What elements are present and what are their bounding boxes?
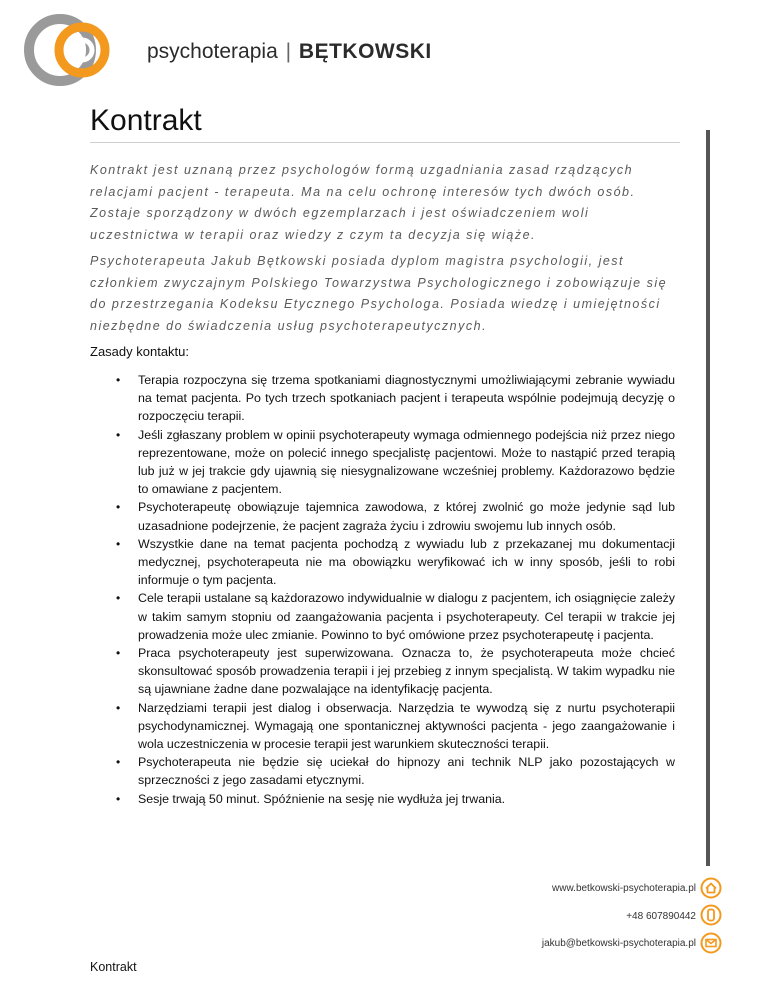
rule-item: • Sesje trwają 50 minut. Spóźnienie na sesję nie wydłuża jej trwania.	[138, 790, 675, 808]
rule-item: • Narzędziami terapii jest dialog i obserwacja. Narzędzia te wywodzą się z nurtu psychoterapii psychodynamicznej. Wymagają one spontanicznej aktywności pacjenta - jego zaangażowanie i wola uczestniczenia w procesie terapii jest warunkiem skuteczności terapii.	[138, 699, 675, 754]
envelope-icon	[700, 932, 722, 954]
brand-separator: |	[285, 40, 292, 63]
qualification-paragraph: Psychoterapeuta Jakub Bętkowski posiada dyplom magistra psychologii, jest członkiem zwyczajnym Polskiego Towarzystwa Psychologicznego i zobowiązuje się do przestrzegania Kodeksu Etycznego Psychologa. Posiada wiedzę i umiejętności niezbędne do świadczenia usług psychoterapeutycznych.	[90, 254, 668, 333]
rule-item: • Psychoterapeutę obowiązuje tajemnica zawodowa, z której zwolnić go może jedynie sąd lub uzasadnione podejrzenie, że pacjent zagraża życiu i zdrowiu swojemu lub innych osób.	[138, 498, 675, 534]
rule-item: • Jeśli zgłaszany problem w opinii psychoterapeuty wymaga odmiennego podejścia niż przez niego reprezentowane, może on polecić innego specjalistę pacjentowi. Może to nastąpić przed terapią lub już w jej trakcie gdy ujawnią się niesygnalizowane wcześniej problemy. Każdorazowo będzie to omawiane z pacjentem.	[138, 426, 675, 499]
page-title: Kontrakt	[90, 104, 202, 137]
brand-surname: BĘTKOWSKI	[298, 40, 432, 63]
email-link[interactable]: jakub@betkowski-psychoterapia.pl	[541, 938, 696, 949]
brand-prefix: psychoterapia	[147, 40, 278, 63]
phone-icon	[700, 904, 722, 926]
rule-item: • Psychoterapeuta nie będzie się uciekał do hipnozy ani technik NLP jako pozostających w sprzeczności z jego zasadami etycznymi.	[138, 753, 675, 789]
rule-item: • Wszystkie dane na temat pacjenta pochodzą z wywiadu lub z przekazanej mu dokumentacji medycznej, psychoterapeuta nie ma obowiązku weryfikować ich w inny sposób, jeśli to robi informuje o tym pacjenta.	[138, 535, 675, 590]
brand-name	[147, 40, 432, 64]
rules-list	[138, 371, 675, 808]
rule-item: • Praca psychoterapeuty jest superwizowana. Oznacza to, że psychoterapeuta może chcieć skonsultować sposób prowadzenia terapii i jej przebieg z innym specjalistą. W takim wypadku nie są ujawniane żadne dane pozwalające na identyfikację pacjenta.	[138, 644, 675, 699]
rule-item: • Terapia rozpoczyna się trzema spotkaniami diagnostycznymi umożliwiającymi zebranie wywiadu na temat pacjenta. Po tych trzech spotkaniach pacjent i terapeuta wspólnie podejmują decyzję o rozpoczęciu terapii.	[138, 371, 675, 426]
footer-label: Kontrakt	[90, 960, 137, 974]
rules-heading: Zasady kontaktu:	[90, 344, 189, 359]
intro-paragraph: Kontrakt jest uznaną przez psychologów formą uzgadniania zasad rządzących relacjami pacjent - terapeuta. Ma na celu ochronę interesów tych dwóch osób. Zostaje sporządzony w dwóch egzemplarzach i jest oświadczeniem woli uczestnictwa w terapii oraz wiedzy z czym ta decyzja się wiąże.	[90, 163, 636, 242]
phone-number[interactable]: +48 607890442	[626, 911, 696, 922]
logo-icon	[22, 14, 122, 86]
rule-item: • Cele terapii ustalane są każdorazowo indywidualnie w dialogu z pacjentem, ich osiągnięcie zależy w takim samym stopniu od zaangażowania pacjenta i psychoterapeuty. Cel terapii w trakcie jej prowadzenia może ulec zmianie. Powinno to być omówione przez psychoterapeutę i pacjenta.	[138, 589, 675, 644]
home-icon	[700, 877, 722, 899]
side-bar	[706, 130, 710, 866]
title-divider	[90, 142, 680, 143]
website-link[interactable]: www.betkowski-psychoterapia.pl	[552, 883, 696, 894]
